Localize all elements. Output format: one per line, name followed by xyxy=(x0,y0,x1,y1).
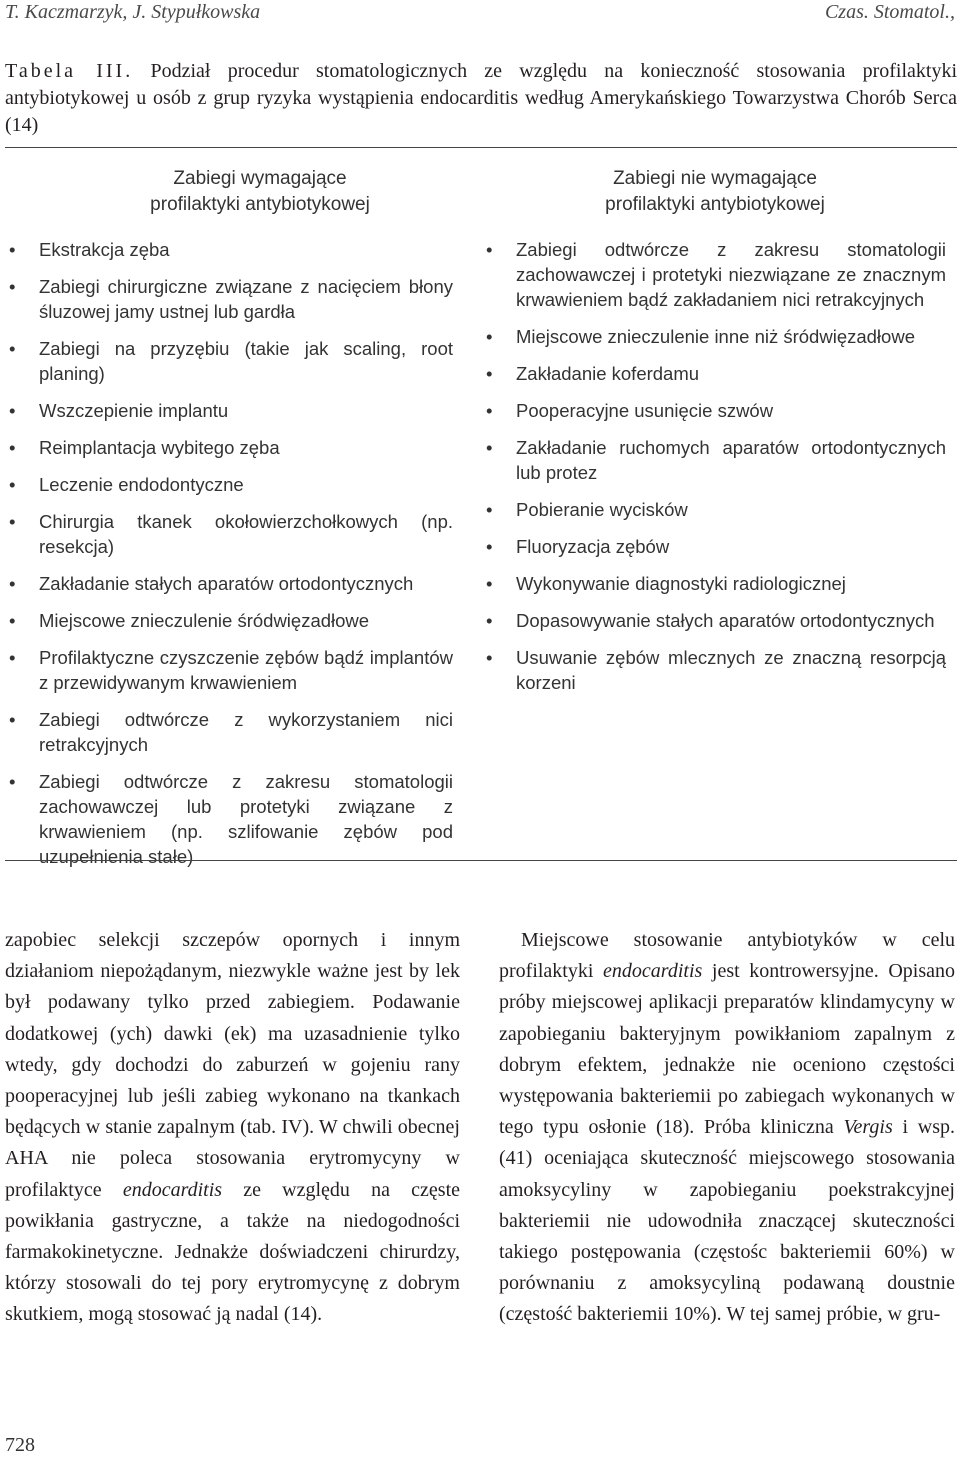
table-top-rule xyxy=(5,147,957,148)
list-item: • Fluoryzacja zębów xyxy=(483,534,946,559)
list-item: • Profilaktyczne czyszczenie zębów bądź implantów z przewidywanym krwawieniem xyxy=(6,645,453,695)
body-paragraph xyxy=(5,925,460,1331)
table-header-requiring xyxy=(40,166,480,218)
list-item: • Zabiegi na przyzębiu (takie jak scaling, root planing) xyxy=(6,336,453,386)
list-item: • Zakładanie koferdamu xyxy=(483,361,946,386)
body-text-italic: endocarditis xyxy=(122,1178,223,1201)
body-text: jest kontrowersyjne. Opisano próby miejscowej aplikacji preparatów klindamycyny w zapobieganiu bakteryjnym powikłaniom zapalnym z dobrym efektem, jednakże nie oceniono częstości występowania bakteriemii po zabiegach wykonanych w tego typu osłonie (18). Próba kliniczna xyxy=(499,960,955,1139)
table-bottom-rule xyxy=(5,860,957,861)
list-item: • Zakładanie stałych aparatów ortodontycznych xyxy=(6,571,453,596)
list-item: • Chirurgia tkanek okołowierzchołkowych (np. resekcja) xyxy=(6,509,453,559)
table-header-line: Zabiegi wymagające xyxy=(173,168,347,189)
list-item: • Zabiegi odtwórcze z zakresu stomatologii zachowawczej lub protetyki związane z krwawieniem (np. szlifowanie zębów pod uzupełnienia stałe) xyxy=(6,769,453,869)
list-item: • Zabiegi odtwórcze z zakresu stomatologii zachowawczej i protetyki niezwiązane ze znacznym krwawieniem bądź zakładaniem nici retrakcyjnych xyxy=(483,237,946,312)
table-header-not-requiring xyxy=(487,166,943,218)
body-text: i wsp. (41) oceniająca skuteczność miejscowego stosowania amoksycyliny w zapobieganiu poekstrakcyjnej bakteriemii nie udowodniła znaczącej skuteczności takiego postępowania (częstośc bakteriemii 60%) w porównaniu z amoksycyliną podawaną doustnie (częstość bakteriemii 10%). W tej samej próbie, w gru- xyxy=(499,1116,955,1326)
table-header-line: profilaktyki antybiotykowej xyxy=(150,194,370,215)
list-item: • Leczenie endodontyczne xyxy=(6,472,453,497)
procedures-not-requiring-list xyxy=(483,237,946,707)
list-item: • Wykonywanie diagnostyki radiologicznej xyxy=(483,571,946,596)
body-text-right-column xyxy=(499,925,955,1331)
table-header-line: Zabiegi nie wymagające xyxy=(613,168,817,189)
body-text: ze względu na częste powikłania gastryczne, a także na niedogodności farmakokinetyczne. Jednakże doświadczeni chirurdzy, którzy stosowali do tej pory erytromycynę z dobrym skutkiem, mogą stosować ją nadal (14). xyxy=(5,1178,461,1326)
body-text-italic: endocarditis xyxy=(603,960,703,983)
page-number: 728 xyxy=(5,1434,35,1456)
body-text-italic: Vergis xyxy=(843,1116,893,1139)
table-header-line: profilaktyki antybiotykowej xyxy=(605,194,825,215)
table-caption-label: Tabela III. xyxy=(5,60,134,82)
list-item: • Pooperacyjne usunięcie szwów xyxy=(483,398,946,423)
list-item: • Ekstrakcja zęba xyxy=(6,237,453,262)
list-item: • Zabiegi odtwórcze z wykorzystaniem nici retrakcyjnych xyxy=(6,707,453,757)
list-item: • Dopasowywanie stałych aparatów ortodontycznych xyxy=(483,608,946,633)
list-item: • Wszczepienie implantu xyxy=(6,398,453,423)
procedures-requiring-list xyxy=(6,237,453,881)
list-item: • Zakładanie ruchomych aparatów ortodontycznych lub protez xyxy=(483,435,946,485)
list-item: • Miejscowe znieczulenie śródwięzadłowe xyxy=(6,608,453,633)
running-head-authors: T. Kaczmarzyk, J. Stypułkowska xyxy=(5,1,261,23)
running-head xyxy=(5,0,955,26)
body-paragraph xyxy=(499,925,955,1331)
list-item: • Usuwanie zębów mlecznych ze znaczną resorpcją korzeni xyxy=(483,645,946,695)
running-head-journal: Czas. Stomatol., xyxy=(824,1,955,23)
list-item: • Pobieranie wycisków xyxy=(483,497,946,522)
body-text: Miejscowe stosowanie antybiotyków w celu profilaktyki xyxy=(499,929,955,983)
body-text-left-column xyxy=(5,925,460,1331)
list-item: • Zabiegi chirurgiczne związane z nacięciem błony śluzowej jamy ustnej lub gardła xyxy=(6,274,453,324)
table-caption-text: Podział procedur stomatologicznych ze względu na konieczność stosowania profilaktyki antybiotykowej u osób z grup ryzyka wystąpienia endocarditis według Amerykańskiego Towarzystwa Chorób Serca (14) xyxy=(5,60,958,136)
body-text: zapobiec selekcji szczepów opornych i innym działaniom niepożądanym, niezwykle ważne jest by lek był podawany tylko przed zabiegiem. Podawanie dodatkowej (ych) dawki (ek) ma uzasadnienie tylko wtedy, gdy dochodzi do zaburzeń w gojeniu rany pooperacyjnej lub jeśli zabieg wykonano na tkankach będących w stanie zapalnym (tab. IV). W chwili obecnej AHA nie poleca stosowania erytromycyny w profilaktyce xyxy=(5,929,460,1201)
list-item: • Miejscowe znieczulenie inne niż śródwięzadłowe xyxy=(483,324,946,349)
list-item: • Reimplantacja wybitego zęba xyxy=(6,435,453,460)
table-caption xyxy=(5,58,957,139)
